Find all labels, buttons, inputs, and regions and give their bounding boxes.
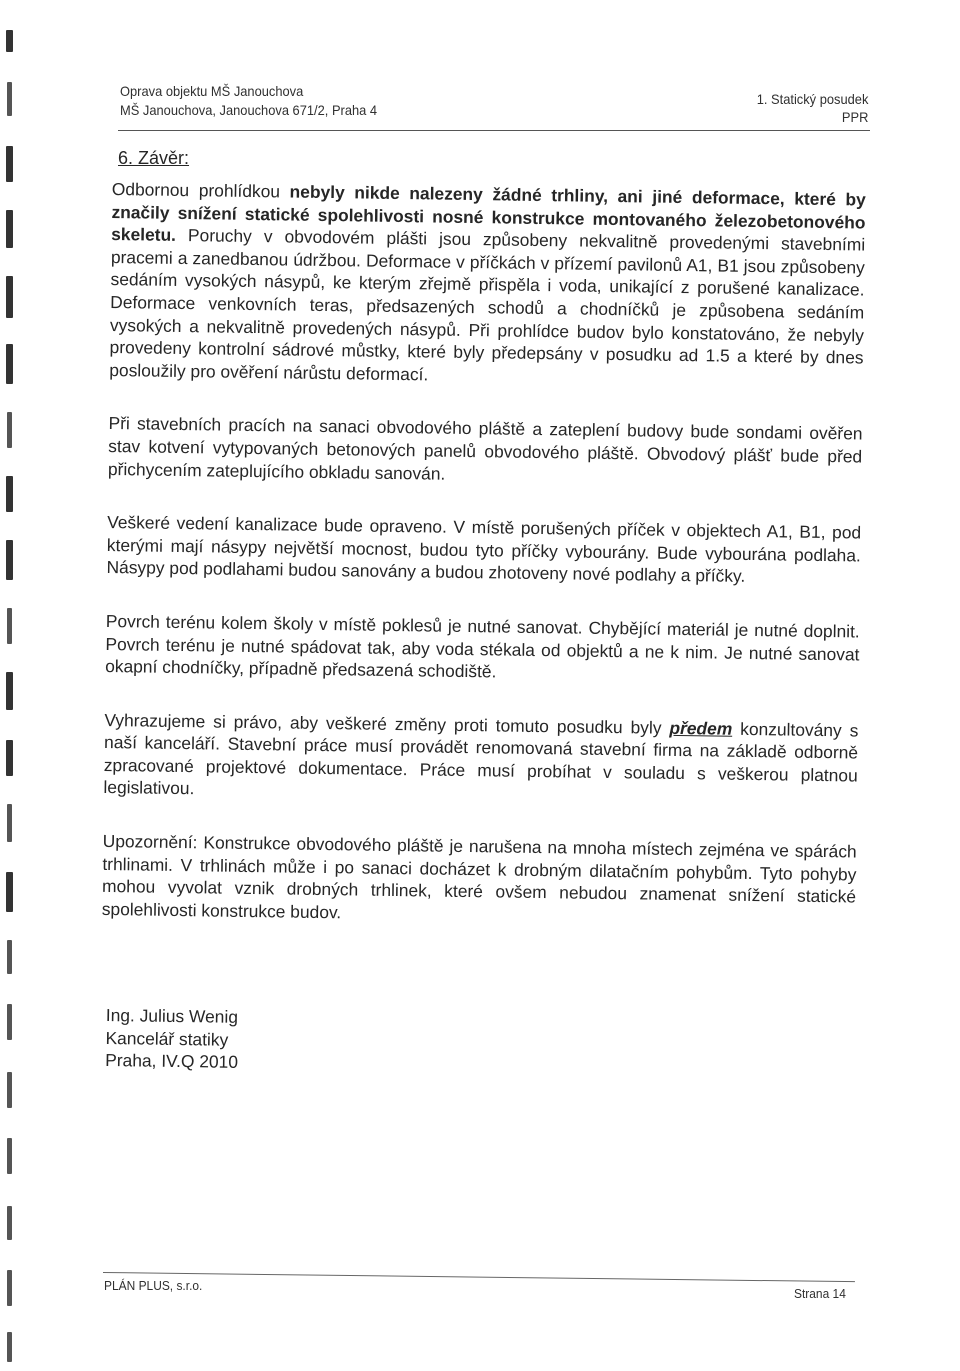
signatory-name: Ing. Julius Wenig — [105, 1004, 239, 1027]
signature-place-date: Praha, IV.Q 2010 — [105, 1050, 239, 1073]
paragraph-warning: Upozornění: Konstrukce obvodového pláště je narušena na mnoha místech zejména ve spárách trhlinami. V trhlinách může i po sanaci docházet k drobným dilatačním pohybům. Tyto pohyby mohou vyvolat vznik drobných trhlinek, které ovšem nebudou znamenat snížení statické spolehlivosti konstrukce budov. — [101, 830, 857, 923]
document-type: 1. Statický posudek — [756, 91, 868, 107]
footer-company: PLÁN PLUS, s.r.o. — [104, 1278, 203, 1293]
header-divider — [118, 130, 870, 131]
project-title: Oprava objektu MŠ Janouchova — [120, 83, 304, 99]
paragraph-text: konzultovány s naší kanceláří. Stavební práce musí provádět renomovaná stavební firma na základě odborně zpracované projektové dokumentace. Práce musí probíhat v souladu s veškerou platnou legislativou. — [103, 718, 859, 799]
emphasis-word: předem — [669, 717, 733, 739]
signatory-office: Kancelář statiky — [105, 1027, 229, 1050]
section-heading: 6. Závěr: — [118, 148, 190, 168]
paragraph-text: Odbornou prohlídkou — [111, 178, 290, 202]
document-info — [756, 90, 868, 126]
paragraph-text: Vyhrazujeme si právo, aby veškeré změny proti tomuto posudku byly — [104, 709, 670, 738]
document-body — [101, 178, 866, 962]
project-info — [120, 82, 377, 120]
paragraph-conclusion — [109, 178, 866, 392]
paragraph-terrain: Povrch terénu kolem školy v místě poklesů je nutné sanovat. Chybějící materiál je nutné doplnit. Povrch terénu je nutné spádovat tak, aby voda stékala od objektů a ne k nim. Je nutné sanovat okapní chodníčky, případně předsazená schodiště. — [105, 610, 860, 682]
paragraph-text: Poruchy v obvodovém plášti jsou způsobeny nekvalitně provedenými stavebními pracemi a zanedbanou údržbou. Deformace v příčkách v přízemí pavilonů A1, B1 jsou způsobeny sedáním vysokých násypů, ke kterým zřejmě přispěla i voda, unikající z porušené kanalizace. Deformace venkovních teras, předsazených schodů a chodníčků je způsobena sedáním vysokých a nekvalitně provedených násypů. Při prohlídce budov bylo konstatováno, že nebyly provedeny kontrolní sádrové můstky, které byly předepsány v posudku ad 1.5 a které by dnes posloužily pro ověření nárůstu deformací. — [109, 225, 866, 385]
paragraph-sewerage: Veškeré vedení kanalizace bude opraveno. V místě porušených příček v objektech A1, B1, pod kterými mají násypy největší mocnost, budou tyto příčky vybourány. Bude vybourána podlaha. Násypy pod podlahami budou sanovány a budou zhotoveny nové podlahy a příčky. — [106, 512, 862, 587]
page-number: Strana 14 — [794, 1286, 846, 1301]
bold-statement: nebyly nikde nalezeny žádné trhliny, ani jiné deformace, které by značily snížení statické spolehlivosti nosné konstrukce montovaného železobetonového skeletu. — [111, 181, 866, 246]
scan-edge-marks — [0, 0, 26, 1371]
footer-divider — [103, 1272, 855, 1282]
paragraph-facade: Při stavebních pracích na sanaci obvodového pláště a zateplení budovy bude sondami ověřen stav kotvení vytypovaných betonových panelů obvodového pláště. Obvodový plášť bude před přichycením zateplujícího obkladu sanován. — [107, 413, 863, 484]
page-header — [120, 82, 868, 128]
project-address: MŠ Janouchova, Janouchova 671/2, Praha 4 — [120, 102, 378, 118]
signature-block — [105, 1004, 239, 1074]
document-code: PPR — [841, 109, 868, 125]
paragraph-reservation — [103, 709, 858, 810]
